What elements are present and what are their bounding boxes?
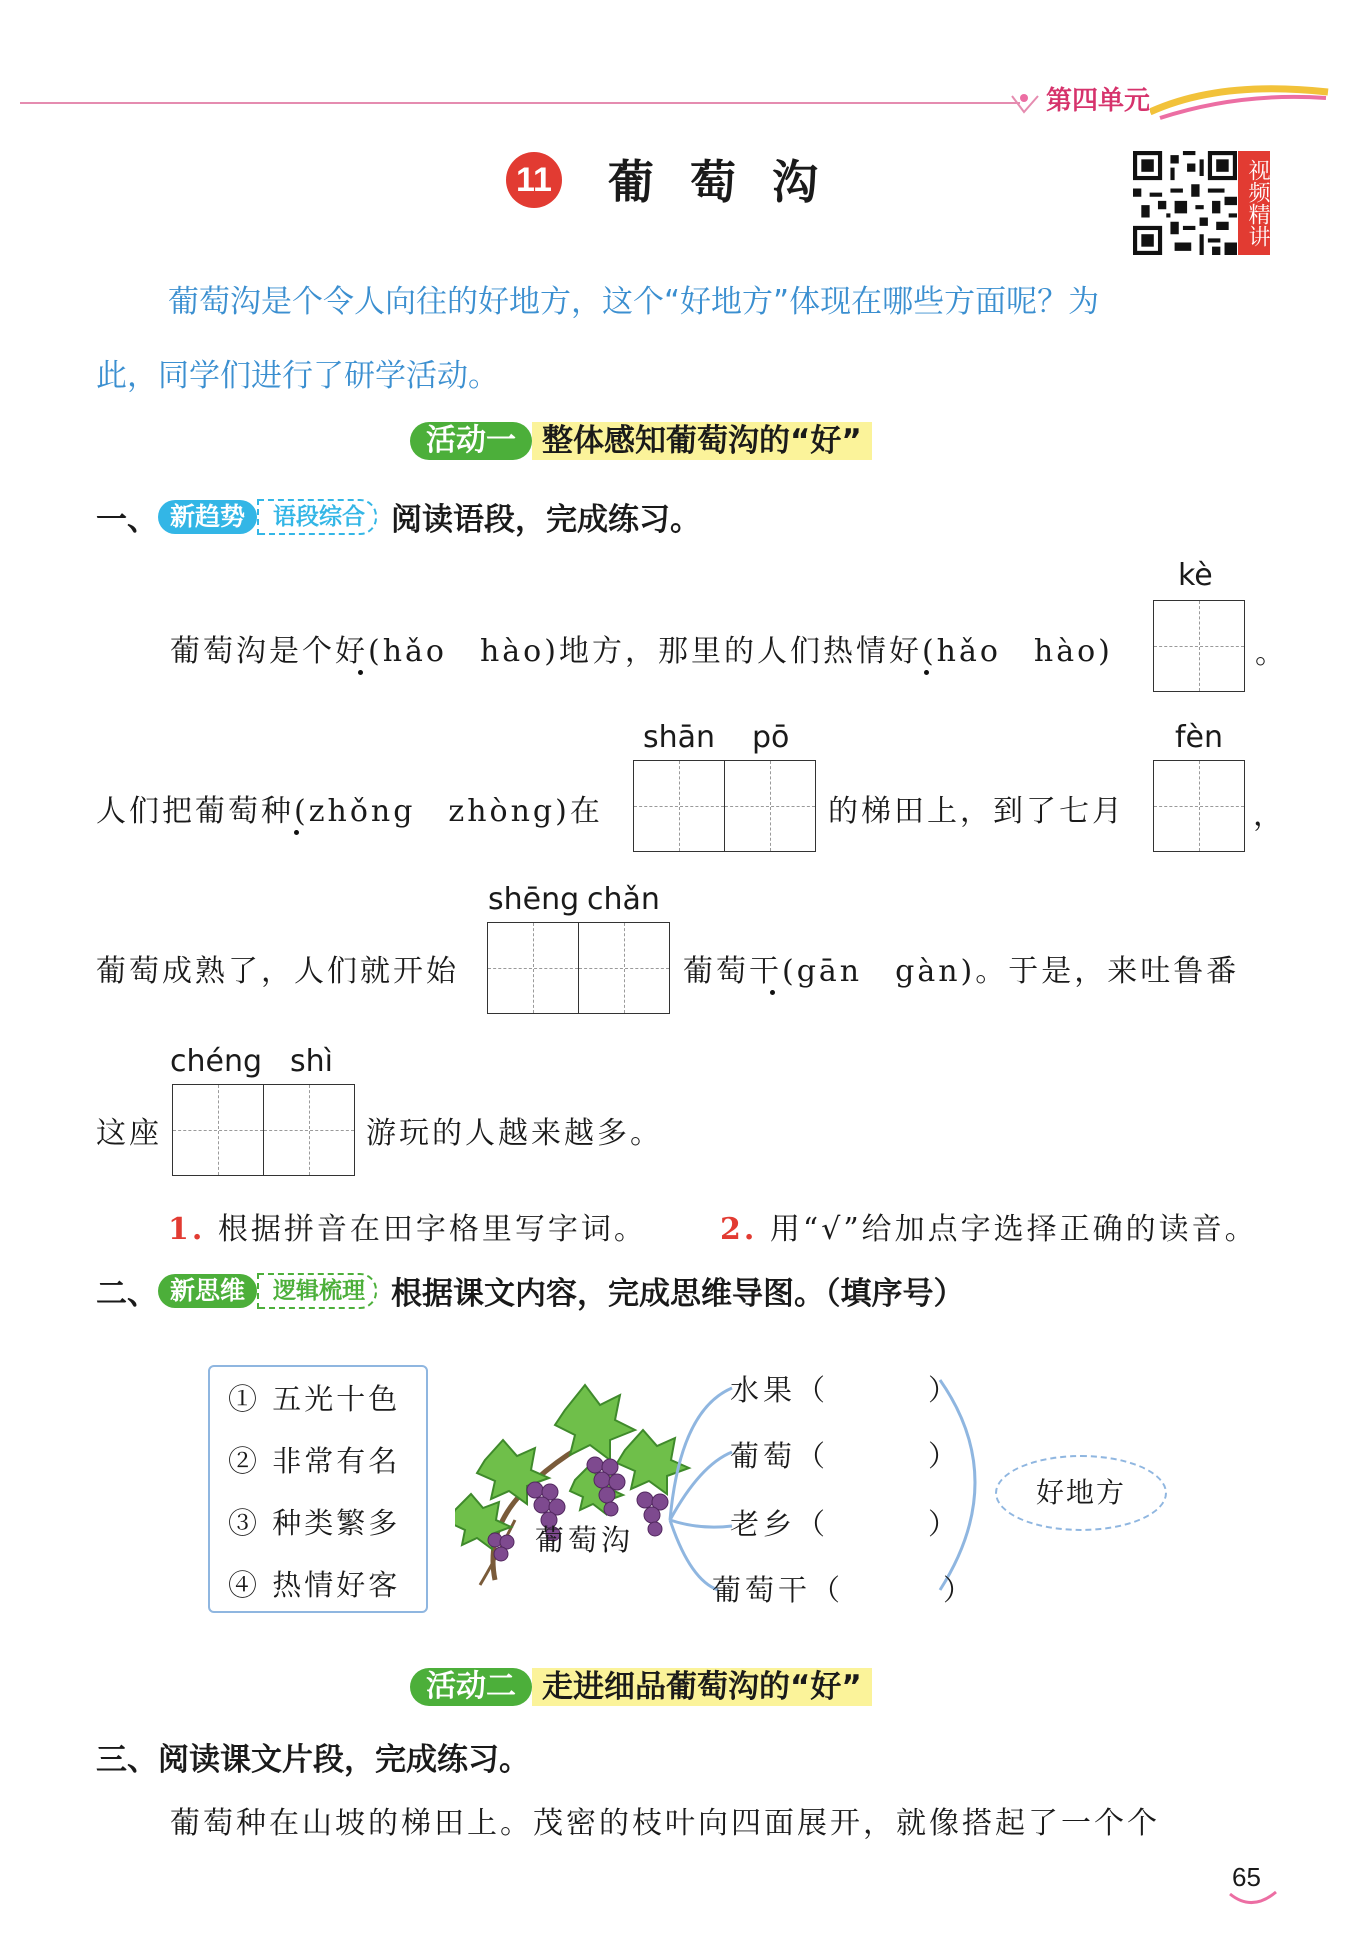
header-chevron-icon (1010, 92, 1040, 118)
pinyin-fen: fèn (1175, 720, 1224, 755)
passage-row-2b: 的梯田上，到了七月 (828, 794, 1125, 829)
activity-1-banner (410, 422, 872, 460)
writing-grid-shengchan[interactable] (487, 922, 670, 1014)
activity-2-banner (410, 1668, 872, 1706)
passage-row-2: 人们把葡萄种(zhǒng zhòng)在 (96, 794, 603, 829)
passage-row-1-end: 。 (1255, 636, 1288, 671)
writing-grid-chengshi[interactable] (172, 1084, 355, 1176)
activity-1-text: 整体感知葡萄沟的“好” (532, 422, 872, 460)
mind-map-center: 葡萄沟 (535, 1523, 635, 1557)
question-1-number: 1. (168, 1212, 206, 1247)
passage-row-3: 葡萄成熟了，人们就开始 (96, 954, 459, 989)
intro-line-2: 此，同学们进行了研学活动。 (96, 358, 499, 394)
pinyin-po: pō (752, 720, 790, 755)
passage-row-4b: 游玩的人越来越多。 (366, 1116, 663, 1151)
video-lesson-tag[interactable]: 视频精讲 (1238, 151, 1270, 255)
option-1: ① 五光十色 (228, 1382, 401, 1416)
activity-2-label: 活动二 (410, 1668, 532, 1706)
page-number-swoosh-icon (1228, 1890, 1278, 1910)
emphasis-dot (358, 670, 363, 675)
page-number: 65 (1232, 1862, 1261, 1892)
pinyin-shan: shān (643, 720, 716, 755)
section-2-number: 二、 (96, 1276, 158, 1312)
unit-label: 第四单元 (1046, 86, 1151, 116)
activity-1-label: 活动一 (410, 422, 532, 460)
pinyin-shi: shì (290, 1044, 333, 1079)
emphasis-dot (294, 830, 299, 835)
qr-code-icon[interactable] (1133, 151, 1237, 255)
thinking-tag: 新思维 (158, 1274, 257, 1308)
section-1-instruction: 阅读语段，完成练习。 (391, 502, 702, 538)
passage-row-4: 这座 (96, 1116, 162, 1151)
option-3: ③ 种类繁多 (228, 1506, 401, 1540)
pinyin-ke: kè (1178, 558, 1213, 593)
trend-subtag: 语段综合 (257, 499, 377, 535)
header-swoosh-icon (1150, 84, 1330, 124)
section-3-heading: 三、阅读课文片段，完成练习。 (96, 1742, 530, 1778)
section-1-number: 一、 (96, 502, 158, 538)
passage-row-2-end: ， (1253, 798, 1286, 833)
option-4: ④ 热情好客 (228, 1568, 401, 1602)
writing-grid-fen[interactable] (1153, 760, 1245, 852)
emphasis-dot (770, 990, 775, 995)
branch-fruit[interactable]: 水果（ ） (730, 1373, 962, 1407)
passage-row-3b: 葡萄干(gān gàn)。于是，来吐鲁番 (683, 954, 1240, 989)
question-1-text: 根据拼音在田字格里写字词。 (217, 1212, 647, 1247)
option-list (208, 1365, 428, 1613)
lesson-number-badge: 11 (506, 152, 562, 208)
branch-raisins[interactable]: 葡萄干（ ） (712, 1573, 977, 1607)
branch-grape[interactable]: 葡萄（ ） (730, 1439, 962, 1473)
emphasis-dot (924, 670, 929, 675)
section-1-heading (96, 494, 701, 539)
section-3-passage: 葡萄种在山坡的梯田上。茂密的枝叶向四面展开，就像搭起了一个个 (170, 1806, 1160, 1841)
thinking-subtag: 逻辑梳理 (257, 1273, 377, 1309)
question-2-text: 用“√”给加点字选择正确的读音。 (769, 1212, 1258, 1247)
lesson-title: 葡萄沟 (608, 155, 854, 209)
trend-tag: 新趋势 (158, 500, 257, 534)
pinyin-cheng: chéng (170, 1044, 263, 1079)
passage-row-1: 葡萄沟是个好(hǎo hào)地方，那里的人们热情好(hǎo hào) (170, 634, 1113, 669)
header-rule (20, 102, 1020, 104)
mind-map-target: 好地方 (995, 1455, 1167, 1531)
question-2-number: 2. (720, 1212, 758, 1247)
activity-2-text: 走进细品葡萄沟的“好” (532, 1668, 872, 1706)
section-2-instruction: 根据课文内容，完成思维导图。（填序号） (391, 1276, 965, 1312)
writing-grid-ke[interactable] (1153, 600, 1245, 692)
question-2 (720, 1204, 1258, 1248)
option-2: ② 非常有名 (228, 1444, 401, 1478)
branch-villagers[interactable]: 老乡（ ） (730, 1507, 962, 1541)
intro-line-1: 葡萄沟是个令人向往的好地方，这个“好地方”体现在哪些方面呢？为 (168, 284, 1100, 320)
pinyin-sheng: shēng (488, 882, 580, 917)
section-2-heading (96, 1268, 965, 1313)
question-1 (168, 1204, 647, 1248)
writing-grid-shanpo[interactable] (633, 760, 816, 852)
pinyin-chan: chǎn (587, 882, 660, 917)
